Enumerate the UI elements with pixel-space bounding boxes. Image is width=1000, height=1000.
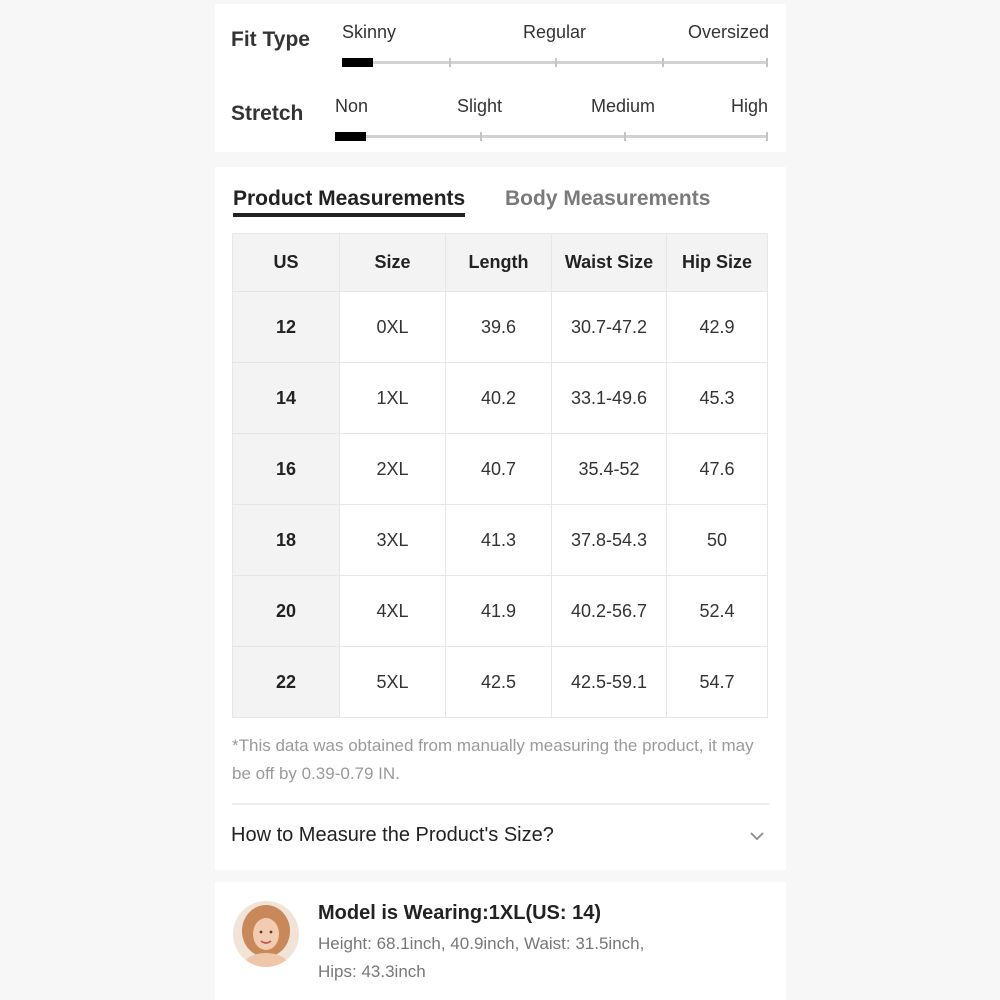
cell-length: 41.9 <box>446 576 552 647</box>
divider <box>232 803 769 805</box>
model-measurements-line1: Height: 68.1inch, 40.9inch, Waist: 31.5inch, <box>318 934 645 953</box>
chevron-down-icon[interactable] <box>749 828 765 844</box>
cell-waist-size: 37.8-54.3 <box>552 505 667 576</box>
stretch-option-slight: Slight <box>457 96 503 116</box>
tab-body-measurements[interactable]: Body Measurements <box>505 187 711 210</box>
cell-hip-size: 42.9 <box>667 292 768 363</box>
fit-type-row <box>215 4 786 74</box>
fit-type-label: Fit Type <box>231 28 310 51</box>
table-row <box>233 434 768 505</box>
fit-option-regular: Regular <box>523 22 587 42</box>
scale-tick <box>480 132 482 141</box>
measurement-disclaimer: *This data was obtained from manually measuring the product, it may be off by 0.39-0.79 IN. <box>232 736 754 783</box>
scale-tick <box>766 132 768 141</box>
column-header-hip-size: Hip Size <box>667 234 768 292</box>
cell-size: 1XL <box>340 363 446 434</box>
cell-length: 41.3 <box>446 505 552 576</box>
cell-size: 0XL <box>340 292 446 363</box>
table-row <box>233 647 768 718</box>
stretch-option-non: Non <box>335 96 369 116</box>
cell-size: 2XL <box>340 434 446 505</box>
cell-length: 40.2 <box>446 363 552 434</box>
cell-waist-size: 30.7-47.2 <box>552 292 667 363</box>
table-row <box>233 576 768 647</box>
how-to-measure-toggle[interactable]: How to Measure the Product's Size? <box>231 824 554 846</box>
cell-waist-size: 40.2-56.7 <box>552 576 667 647</box>
cell-length: 40.7 <box>446 434 552 505</box>
cell-waist-size: 35.4-52 <box>552 434 667 505</box>
tab-product-measurements[interactable]: Product Measurements <box>233 187 465 217</box>
column-header-length: Length <box>446 234 552 292</box>
cell-size: 3XL <box>340 505 446 576</box>
stretch-row <box>215 78 786 148</box>
cell-length: 39.6 <box>446 292 552 363</box>
table-row <box>233 292 768 363</box>
cell-hip-size: 52.4 <box>667 576 768 647</box>
table-row <box>233 505 768 576</box>
cell-us: 22 <box>233 647 340 718</box>
cell-hip-size: 54.7 <box>667 647 768 718</box>
table-row <box>233 363 768 434</box>
size-table <box>232 233 768 718</box>
fit-option-skinny: Skinny <box>342 22 397 42</box>
model-measurements-line2: Hips: 43.3inch <box>318 962 426 981</box>
model-info-card <box>215 882 786 1000</box>
fit-card <box>215 4 786 152</box>
cell-length: 42.5 <box>446 647 552 718</box>
avatar <box>233 901 299 967</box>
cell-us: 20 <box>233 576 340 647</box>
fit-type-indicator <box>342 58 373 67</box>
cell-hip-size: 45.3 <box>667 363 768 434</box>
stretch-indicator <box>335 132 366 141</box>
model-wearing-title: Model is Wearing:1XL(US: 14) <box>318 902 602 924</box>
fit-option-oversized: Oversized <box>688 22 770 42</box>
scale-tick <box>766 58 768 67</box>
column-header-us: US <box>233 234 340 292</box>
cell-hip-size: 47.6 <box>667 434 768 505</box>
stretch-label: Stretch <box>231 102 304 125</box>
measurements-card <box>215 167 786 870</box>
scale-tick <box>449 58 451 67</box>
column-header-size: Size <box>340 234 446 292</box>
cell-waist-size: 33.1-49.6 <box>552 363 667 434</box>
cell-us: 16 <box>233 434 340 505</box>
cell-hip-size: 50 <box>667 505 768 576</box>
scale-tick <box>624 132 626 141</box>
scale-tick <box>662 58 664 67</box>
stretch-option-high: High <box>731 96 769 116</box>
cell-waist-size: 42.5-59.1 <box>552 647 667 718</box>
scale-tick <box>555 58 557 67</box>
cell-size: 5XL <box>340 647 446 718</box>
cell-size: 4XL <box>340 576 446 647</box>
fit-type-scale <box>342 61 768 64</box>
size-guide-panel <box>215 0 786 1000</box>
column-header-waist-size: Waist Size <box>552 234 667 292</box>
cell-us: 18 <box>233 505 340 576</box>
stretch-scale <box>335 135 768 138</box>
stretch-option-medium: Medium <box>591 96 656 116</box>
cell-us: 14 <box>233 363 340 434</box>
cell-us: 12 <box>233 292 340 363</box>
table-header-row <box>233 234 768 292</box>
